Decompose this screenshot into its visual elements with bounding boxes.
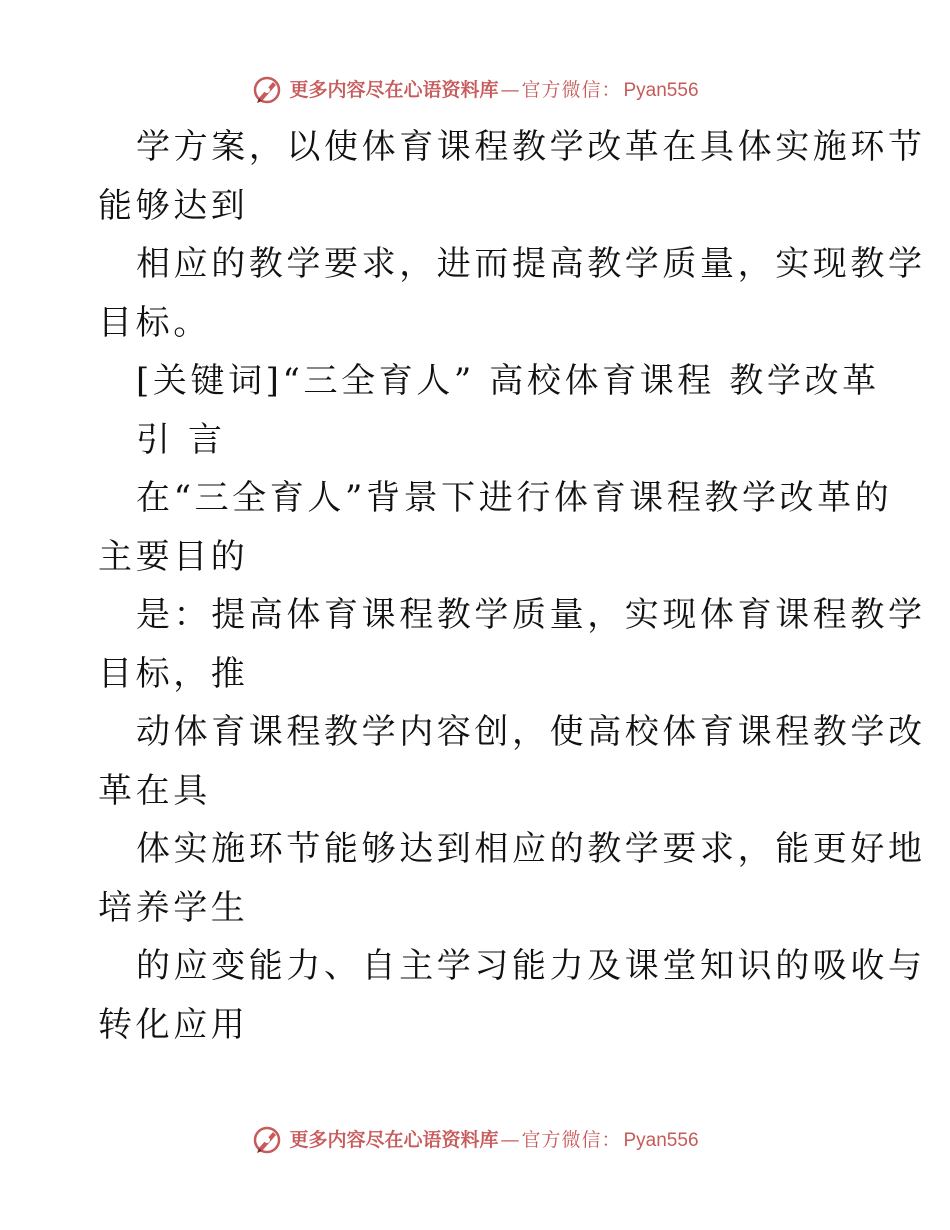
text-line: 是：提高体育课程教学质量，实现体育课程教学 xyxy=(136,595,926,635)
document-body xyxy=(98,118,926,1054)
text-line: 动体育课程教学内容创，使高校体育课程教学改 xyxy=(136,712,926,752)
text-line: 能够达到 xyxy=(98,185,249,226)
footer-banner xyxy=(0,1120,950,1160)
footer-brand: 更多内容尽在心语资料库 xyxy=(289,1128,499,1151)
header-banner xyxy=(0,70,950,110)
text-line: 的应变能力、自主学习能力及课堂知识的吸收与 xyxy=(136,946,926,986)
pen-logo-icon xyxy=(251,1124,283,1156)
text-line: 培养学生 xyxy=(98,887,249,928)
text-line: 革在具 xyxy=(98,770,211,811)
text-line: 相应的教学要求，进而提高教学质量，实现教学 xyxy=(136,244,926,284)
text-line: 目标。 xyxy=(98,302,211,343)
text-line: 体实施环节能够达到相应的教学要求，能更好地 xyxy=(136,829,926,869)
header-dash: — xyxy=(500,78,520,101)
text-line: 目标，推 xyxy=(98,653,249,694)
header-brand: 更多内容尽在心语资料库 xyxy=(289,78,499,101)
text-line: 在“三全育人”背景下进行体育课程教学改革的 xyxy=(136,478,893,518)
footer-wechat-id: Pyan556 xyxy=(623,1129,699,1151)
text-line: 学方案，以使体育课程教学改革在具体实施环节 xyxy=(136,127,926,167)
header-wechat-label: 官方微信： xyxy=(521,78,622,101)
header-wechat-id: Pyan556 xyxy=(623,79,699,101)
text-line: 转化应用 xyxy=(98,1004,249,1045)
footer-text xyxy=(289,1128,699,1151)
header-text xyxy=(289,78,699,101)
text-line: 主要目的 xyxy=(98,536,249,577)
footer-wechat-label: 官方微信： xyxy=(521,1128,622,1151)
footer-dash: — xyxy=(500,1128,520,1151)
pen-logo-icon xyxy=(251,74,283,106)
text-line: 引 言 xyxy=(136,419,226,460)
text-line: [关键词]“三全育人” 高校体育课程 教学改革 xyxy=(136,361,880,401)
